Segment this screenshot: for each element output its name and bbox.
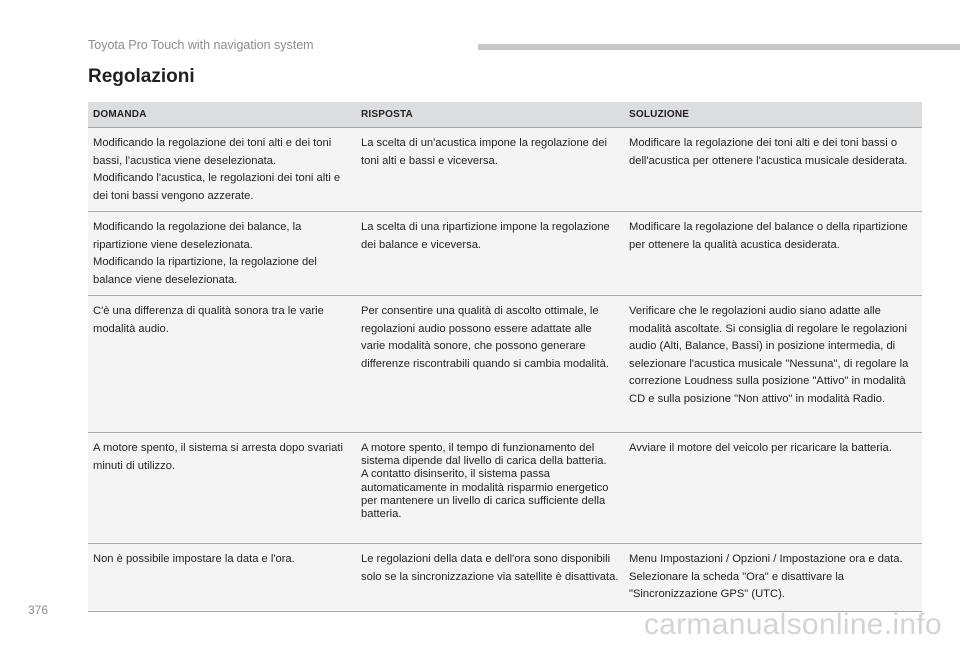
header-bar <box>478 44 960 50</box>
table-cell-question: Non è possibile impostare la data e l'ora. <box>88 544 356 612</box>
table-cell-question: C'è una differenza di qualità sonora tra le varie modalità audio. <box>88 296 356 433</box>
column-header-risposta: RISPOSTA <box>356 102 624 128</box>
table-row <box>88 433 922 544</box>
table-cell-question: Modificando la regolazione dei toni alti e dei toni bassi, l'acustica viene deselezionata. Modificando l'acustica, le regolazioni dei toni alti e dei toni bassi vengono azzerate. <box>88 128 356 212</box>
table-row <box>88 212 922 296</box>
table-cell-solution: Avviare il motore del veicolo per ricaricare la batteria. <box>624 433 922 544</box>
table-cell-question: Modificando la regolazione dei balance, la ripartizione viene deselezionata. Modificando la ripartizione, la regolazione del balance viene deselezionata. <box>88 212 356 296</box>
table-cell-question: A motore spento, il sistema si arresta dopo svariati minuti di utilizzo. <box>88 433 356 544</box>
table-cell-answer: La scelta di una ripartizione impone la regolazione dei balance e viceversa. <box>356 212 624 296</box>
table-cell-answer: A motore spento, il tempo di funzionamento del sistema dipende dal livello di carica della batteria. A contatto disinserito, il sistema passa automaticamente in modalità risparmio energetico per mantenere un livello di carica sufficiente della batteria. <box>356 433 624 544</box>
watermark-text[interactable]: carmanualsonline.info <box>643 608 942 641</box>
table-cell-solution: Modificare la regolazione del balance o della ripartizione per ottenere la qualità acustica desiderata. <box>624 212 922 296</box>
table-cell-solution: Modificare la regolazione dei toni alti e dei toni bassi o dell'acustica per ottenere l'acustica musicale desiderata. <box>624 128 922 212</box>
page-title: Regolazioni <box>88 66 195 87</box>
column-header-domanda: DOMANDA <box>88 102 356 128</box>
table-cell-solution: Verificare che le regolazioni audio siano adatte alle modalità ascoltate. Si consiglia di regolare le regolazioni audio (Alti, Balance, Bassi) in posizione intermedia, di selezionare l'acustica musicale "Nessuna", di regolare la correzione Loudness sulla posizione "Attivo" in modalità CD e sulla posizione "Non attivo" in modalità Radio. <box>624 296 922 433</box>
table-cell-answer: Le regolazioni della data e dell'ora sono disponibili solo se la sincronizzazione via satellite è disattivata. <box>356 544 624 612</box>
header-title: Toyota Pro Touch with navigation system <box>88 38 314 52</box>
troubleshooting-table <box>88 102 922 612</box>
table-header-row <box>88 102 922 128</box>
page-number: 376 <box>28 603 49 617</box>
table-row <box>88 128 922 212</box>
table-cell-answer: Per consentire una qualità di ascolto ottimale, le regolazioni audio possono essere adattate alle varie modalità sonore, che possono generare differenze riscontrabili quando si cambia modalità. <box>356 296 624 433</box>
table-cell-answer: La scelta di un'acustica impone la regolazione dei toni alti e bassi e viceversa. <box>356 128 624 212</box>
table-row <box>88 296 922 433</box>
column-header-soluzione: SOLUZIONE <box>624 102 922 128</box>
table-row <box>88 544 922 612</box>
table-cell-solution: Menu Impostazioni / Opzioni / Impostazione ora e data. Selezionare la scheda "Ora" e disattivare la "Sincronizzazione GPS" (UTC). <box>624 544 922 612</box>
